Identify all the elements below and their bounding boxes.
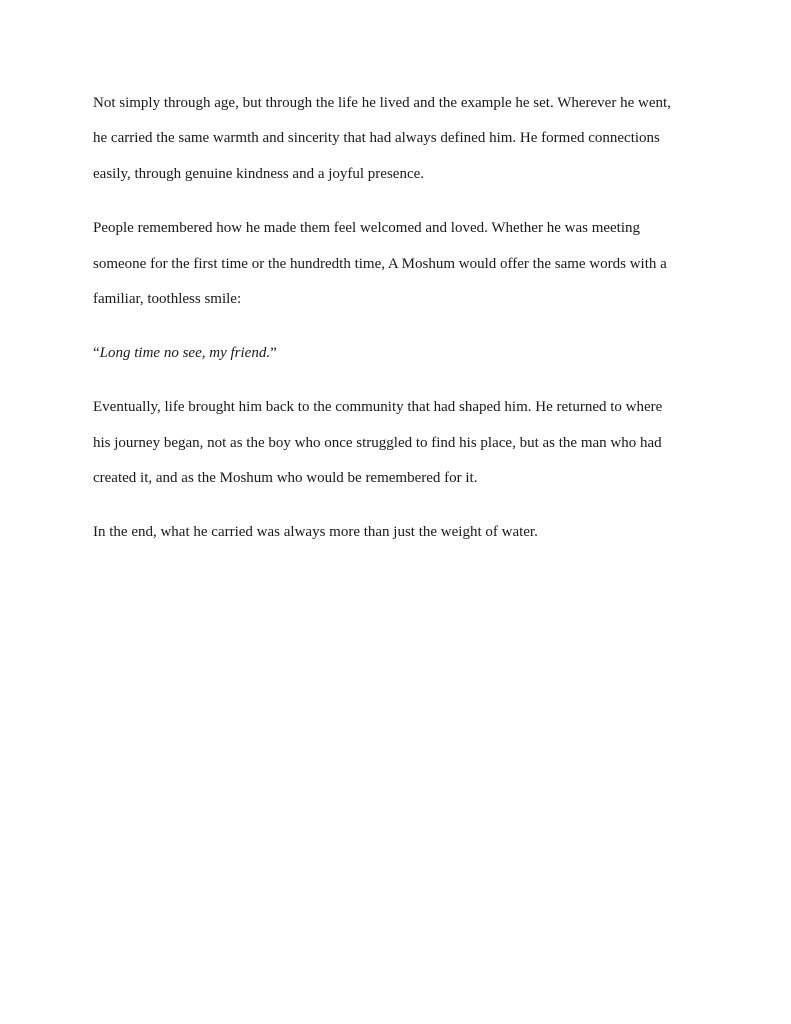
paragraph-line: familiar, toothless smile: <box>93 291 242 307</box>
paragraph-line: his journey began, not as the boy who once struggled to find his place, but as the man who had <box>93 435 662 451</box>
paragraph-line: created it, and as the Moshum who would be remembered for it. <box>93 470 478 486</box>
paragraph-line: Eventually, life brought him back to the community that had shaped him. He returned to where <box>93 399 663 415</box>
paragraph-line: Not simply through age, but through the life he lived and the example he set. Wherever he went, <box>93 95 671 111</box>
paragraph-line: In the end, what he carried was always more than just the weight of water. <box>93 524 538 540</box>
quote-close-mark: ” <box>270 345 277 361</box>
paragraph-line: People remembered how he made them feel welcomed and loved. Whether he was meeting <box>93 220 641 236</box>
quote-open-mark: “ <box>93 345 100 361</box>
paragraph-line: easily, through genuine kindness and a joyful presence. <box>93 166 425 182</box>
paragraph-line: someone for the first time or the hundredth time, A Moshum would offer the same words with a <box>93 256 667 272</box>
paragraph-line: he carried the same warmth and sincerity that had always defined him. He formed connections <box>93 130 660 146</box>
quote-text: Long time no see, my friend. <box>99 345 271 361</box>
quote-line <box>93 344 277 362</box>
